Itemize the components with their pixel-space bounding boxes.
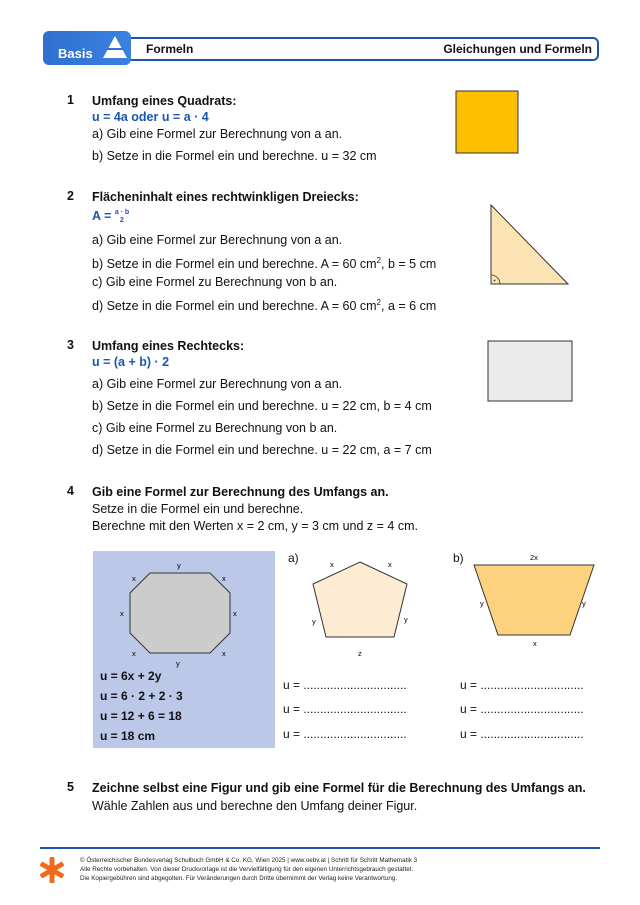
task-4-line-1: Setze in die Formel ein und berechne. — [92, 502, 304, 516]
trapezoid-label-top: 2x — [530, 553, 538, 562]
badge-label: Basis — [58, 46, 93, 61]
pentagon-label-x1: x — [330, 560, 334, 569]
formula-left: A = — [92, 209, 115, 223]
task-2-line-b-text: b) Setze in die Formel ein und berechne. A = 60 cm — [92, 257, 377, 272]
task-4-title: Gib eine Formel zur Berechnung des Umfangs an. — [92, 485, 389, 499]
pentagon-label-z: z — [358, 649, 362, 658]
task-3-line-a: a) Gib eine Formel zur Berechnung von a an. — [92, 377, 343, 391]
task-1-formula: u = 4a oder u = a · 4 — [92, 110, 209, 124]
superscript: 2 — [376, 256, 381, 265]
solution-line-1: u = 6x + 2y — [100, 669, 162, 683]
triangle-figure — [488, 203, 572, 287]
header-left-title: Formeln — [146, 42, 194, 56]
octagon-label-bottom: y — [176, 659, 180, 668]
pentagon-label: a) — [288, 551, 299, 565]
task-2-number: 2 — [67, 189, 74, 203]
trapezoid-figure — [470, 550, 600, 650]
octagon-label-bl: x — [132, 649, 136, 658]
fraction — [115, 209, 129, 225]
superscript: 2 — [376, 298, 381, 307]
task-3-line-d: d) Setze in die Formel ein und berechne. u = 22 cm, a = 7 cm — [92, 443, 432, 457]
footer-divider — [40, 847, 600, 849]
footer-line-1: © Österreichischer Bundesverlag Schulbuch GmbH & Co. KG, Wien 2025 | www.oebv.at | Schritt für Schritt Mathematik 3 — [80, 857, 418, 864]
pentagon-label-y1: y — [312, 617, 316, 626]
task-4-line-2: Berechne mit den Werten x = 2 cm, y = 3 cm und z = 4 cm. — [92, 519, 418, 533]
task-1-line-a: a) Gib eine Formel zur Berechnung von a an. — [92, 127, 343, 141]
header-right-title: Gleichungen und Formeln — [443, 42, 592, 56]
pentagon-figure — [302, 552, 422, 664]
task-3-title: Umfang eines Rechtecks: — [92, 339, 245, 353]
task-2-formula — [92, 208, 129, 225]
task-1-line-b: b) Setze in die Formel ein und berechne. u = 32 cm — [92, 149, 377, 163]
task-2-line-b — [92, 253, 436, 272]
task-1-title: Umfang eines Quadrats: — [92, 94, 237, 108]
rectangle-figure — [487, 340, 573, 402]
fraction-numerator: a · b — [114, 208, 130, 216]
fraction-denominator: 2 — [120, 216, 124, 224]
octagon-label-l: x — [120, 609, 124, 618]
square-figure — [455, 90, 519, 154]
footer-line-2: Alle Rechte vorbehalten. Von dieser Druckvorlage ist die Vervielfältigung für den eigenen Unterrichtsgebrauch gestattet. — [80, 866, 414, 873]
answer-line-b2[interactable]: u = ............................... — [460, 702, 584, 716]
solution-line-3: u = 12 + 6 = 18 — [100, 709, 182, 723]
triangle-logo-icon — [101, 33, 129, 61]
task-2-line-d-text: d) Setze in die Formel ein und berechne. A = 60 cm — [92, 299, 377, 314]
task-1-number: 1 — [67, 93, 74, 107]
solution-line-4: u = 18 cm — [100, 729, 156, 743]
task-2-line-c: c) Gib eine Formel zu Berechnung von b an. — [92, 275, 338, 289]
octagon-label-tr: x — [222, 574, 226, 583]
task-2-line-b-tail: , b = 5 cm — [381, 257, 437, 272]
trapezoid-label: b) — [453, 551, 464, 565]
publisher-logo-icon — [38, 856, 66, 884]
task-2-line-a: a) Gib eine Formel zur Berechnung von a an. — [92, 233, 343, 247]
octagon-label-r: x — [233, 609, 237, 618]
pentagon-label-y2: y — [404, 615, 408, 624]
footer-line-3: Die Kopiergebühren sind abgegolten. Für Veränderungen durch Dritte übernimmt der Verlag keine Verantwortung. — [80, 875, 398, 882]
answer-line-b1[interactable]: u = ............................... — [460, 678, 584, 692]
pentagon-label-x2: x — [388, 560, 392, 569]
octagon-figure — [118, 560, 242, 668]
task-4-number: 4 — [67, 484, 74, 498]
answer-line-a2[interactable]: u = ............................... — [283, 702, 407, 716]
task-2-line-d — [92, 295, 436, 314]
answer-line-b3[interactable]: u = ............................... — [460, 727, 584, 741]
trapezoid-label-left: y — [480, 599, 484, 608]
task-3-line-c: c) Gib eine Formel zu Berechnung von b an. — [92, 421, 338, 435]
task-3-number: 3 — [67, 338, 74, 352]
task-5-number: 5 — [67, 780, 74, 794]
octagon-label-top: y — [177, 561, 181, 570]
task-5-line-1: Wähle Zahlen aus und berechne den Umfang deiner Figur. — [92, 799, 418, 813]
trapezoid-label-bottom: x — [533, 639, 537, 648]
task-5-title: Zeichne selbst eine Figur und gib eine Formel für die Berechnung des Umfangs an. — [92, 781, 586, 795]
task-3-line-b: b) Setze in die Formel ein und berechne. u = 22 cm, b = 4 cm — [92, 399, 432, 413]
octagon-label-br: x — [222, 649, 226, 658]
task-3-formula: u = (a + b) · 2 — [92, 355, 170, 369]
solution-line-2: u = 6 · 2 + 2 · 3 — [100, 689, 183, 703]
trapezoid-label-right: y — [582, 599, 586, 608]
task-2-title: Flächeninhalt eines rechtwinkligen Dreiecks: — [92, 190, 359, 204]
octagon-label-tl: x — [132, 574, 136, 583]
answer-line-a1[interactable]: u = ............................... — [283, 678, 407, 692]
task-2-line-d-tail: , a = 6 cm — [381, 299, 437, 314]
answer-line-a3[interactable]: u = ............................... — [283, 727, 407, 741]
